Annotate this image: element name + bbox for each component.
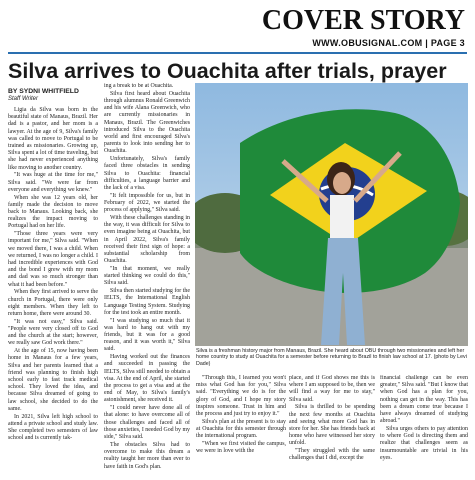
article-paragraph: When she was 12 years old, her family made the decision to move back to Manaus. Looking back, she realizes the impact moving to Portugal had on her life.: [8, 194, 98, 230]
site-and-page: WWW.OBUSIGNAL.COM | PAGE 3: [312, 38, 465, 48]
article-paragraph: Silva is thrilled to be spending the next few months at Ouachita and seeing what more God has in store for her. She has friends back at home who have witnessed her story unfold.: [289, 404, 375, 447]
article-paragraph: At the age of 15, now having been home in Manaus for a few years, Silva and her parents learned that a friend was planning to finish high school early to fast track medical school. They loved the idea, and because Silva dreamed of going to law school, she decided to do the same.: [8, 348, 98, 412]
article-paragraph: "Through this, I learned you won't miss what God has for you," Silva said. "Everything we do is for the glory of God, and I hope my story inspires someone. Trust in him and the process and just try to enjoy it.": [196, 375, 286, 418]
byline-role: Staff Writer: [8, 96, 39, 102]
article-paragraph: The obstacles Silva had to overcome to make this dream a reality taught her more than ever to have faith in God's plan.: [104, 441, 190, 470]
article-paragraph: place, and if God shows me this is where I am supposed to be, then we will find a way for me to stay," Silva said.: [289, 375, 375, 403]
article-paragraph: With these challenges standing in the way, it was difficult for Silva to even imagine being at Ouachita, but in April 2022, Silva's family received their first sign of hope: a substantial scholarship from Ouachita.: [104, 215, 190, 265]
article-paragraph: Ligia da Silva was born in the beautiful state of Manaus, Brazil. Her dad is a pastor, and her mom is a lawyer. At the age of 9, Silva's family was called to move to Portugal to be trained as missionaries. Growing up, Silva spent a lot of time traveling, but she had never experienced anything like moving to another country.: [8, 107, 98, 171]
photo-illustration: [195, 83, 468, 346]
article-paragraph: Silva first heard about Ouachita through alumnus Ronald Greenwich and his wife Alana Greenwich, who are currently missionaries in Manaus, Brazil. The Greenwiches introduced Silva to the Ouachita world and first encouraged Silva's parents to look into sending her to Ouachita.: [104, 90, 190, 155]
article-paragraph: "They struggled with the same challenges that I did, except the: [289, 448, 375, 462]
article-column-5: [380, 375, 468, 480]
article-paragraph: "When we first visited the campus, we were in love with the: [196, 441, 286, 455]
article-paragraph: "Those three years were very important for me," Silva said. "When we moved there, I was a child. When we returned, I was no longer a child. I had incredible experiences with God and the bond I grew with my mom and dad was so much stronger than what it had been before.": [8, 231, 98, 288]
article-paragraph: "In that moment, we really started thinking we could do this," Silva said.: [104, 266, 190, 287]
article-paragraph: Silva urges others to pay attention to where God is directing them and realize that challenges seem as insurmountable are trivial in his eyes.: [380, 426, 468, 461]
masthead: [0, 0, 475, 55]
article-paragraph: "I could never have done all of that alone: to have overcome all of those challenges and faced all of those anxieties, I needed God by my side," Silva said.: [104, 405, 190, 441]
article-paragraph: Silva's plan at the present is to stay at Ouachita for this semester through the international program.: [196, 418, 286, 440]
article-paragraph: In 2021, Silva left high school to attend a private school and study law. She completed two semesters of law school and is currently tak-: [8, 413, 98, 442]
article-paragraph: ing a break to be at Ouachita.: [104, 83, 174, 89]
header-rule: [8, 52, 467, 54]
headline: Silva arrives to Ouachita after trials, prayer: [8, 59, 447, 83]
feature-photo: [195, 83, 468, 346]
article-column-2: [104, 83, 190, 480]
article-column-1: [8, 88, 98, 480]
article-paragraph: Unfortunately, Silva's family faced three obstacles in sending Silva to Ouachita: financial difficulties, a language barrier and the lack of a visa.: [104, 156, 190, 192]
article-paragraph: "It felt impossible for us, but in February of 2022, we started the process of applying," Silva said.: [104, 192, 190, 214]
section-title: COVER STORY: [261, 5, 465, 36]
article-paragraph: "I was studying so much that it was hard to hang out with my friends, but it was for a good reason, and it was worth it," Silva said.: [104, 317, 190, 353]
article-paragraph: financial challenge can be even greater," Silva said. "But I know that when God has a plan for you, nothing can get in the way. This has been a dream come true because I have always dreamed of studying abroad.": [380, 375, 468, 425]
article-paragraph: Having worked out the finances and succeeded in passing the IELTS, Silva still needed to obtain a visa. At the end of April, she started the process to get a visa and at the end of May, to Silva's family's astonishment, she received it.: [104, 354, 190, 404]
byline: BY SYDNI WHITFIELD: [8, 88, 79, 95]
face: [333, 172, 351, 194]
article-paragraph: When they first arrived to serve the church in Portugal, there were only eight members. When they left to return home, there were around 30.: [8, 289, 98, 318]
article-paragraph: "It was not easy," Silva said. "People were very closed off to God and the church at the start; however, we really saw God work there.": [8, 318, 98, 347]
article-paragraph: "It was huge at the time for me," Silva said. "We were far from everyone and everything we knew.": [8, 172, 98, 193]
article-column-3: [196, 375, 286, 480]
article-column-4: [289, 375, 375, 480]
article-paragraph: Silva then started studying for the IELTS, the International English Language Testing System. Studying for the test took an entire month.: [104, 288, 190, 316]
photo-caption: Silva is a freshman history major from Manaus, Brazil. She heard about OBU through two missionaries and left her home country to study at Ouachita for a semester before returning to Brazil to finish law school at 17. (photo by Levi Dade): [196, 348, 467, 367]
shirt: [330, 195, 354, 240]
